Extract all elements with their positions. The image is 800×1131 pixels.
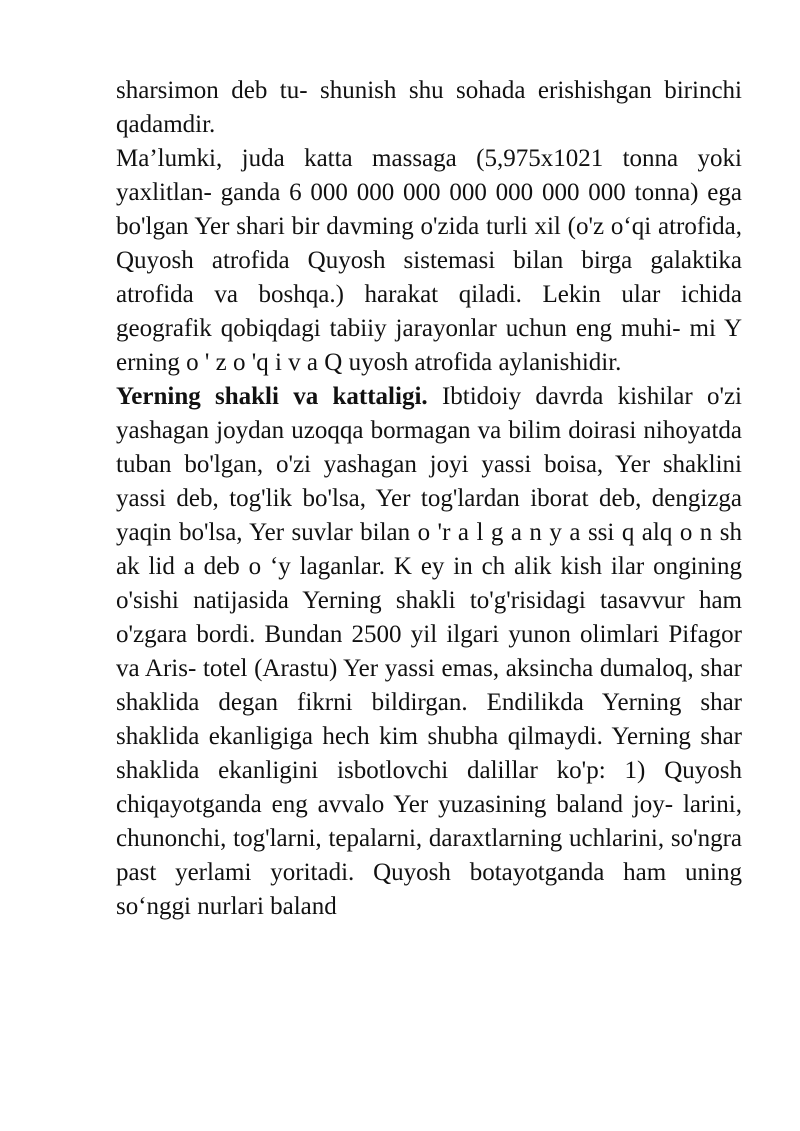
- paragraph-earth-mass-motion: [116, 142, 742, 380]
- paragraph-text: Ma’lumki, juda katta massaga (5,975x1021 tonna yoki yaxlitlan- ganda 6 000 000 000 000 000 000 000 tonna) ega bo'lgan Yer shari bir davming o'zida turli xil (o'z o‘qi atrofida, Quyosh atrofida Quyosh sistemasi bilan birga galaktika atrofida va boshqa.) harakat qiladi. Lekin ular ichida geografik qobiqdagi tabiiy jarayonlar uchun eng muhi- mi Y erning o ' z o 'q i v a Q uyosh atrofida aylanishidir.: [116, 145, 742, 376]
- paragraph-earth-shape-size: [116, 380, 742, 924]
- paragraph-intro-continuation: [116, 74, 742, 142]
- paragraph-text: Ibtidoiy davrda kishilar o'zi yashagan joydan uzoqqa bormagan va bilim doirasi nihoyatda tuban bo'lgan, o'zi yashagan joyi yassi boisa, Yer shaklini yassi deb, tog'lik bo'lsa, Yer tog'lardan iborat deb, dengizga yaqin bo'lsa, Yer suvlar bilan o 'r a l g a n y a ssi q alq o n sh ak lid a deb o ‘y laganlar. K ey in ch alik kish ilar ongining o'sishi natijasida Yerning shakli to'g'risidagi tasavvur ham o'zgara bordi. Bundan 2500 yil ilgari yunon olimlari Pifagor va Aris- totel (Arastu) Yer yassi emas, aksincha dumaloq, shar shaklida degan fikrni bildirgan. Endilikda Yerning shar shaklida ekanligiga hech kim shubha qilmaydi. Yerning shar shaklida ekanligini isbotlovchi dalillar ko'p: 1) Quyosh chiqayotganda eng avvalo Yer yuzasining baland joy- larini, chunonchi, tog'larni, tepalarni, daraxtlarning uchlarini, so'ngra past yerlami yoritadi. Quyosh botayotganda ham uning so‘nggi nurlari baland: [116, 383, 742, 920]
- document-page: [116, 74, 742, 924]
- paragraph-text: sharsimon deb tu- shunish shu sohada erishishgan birinchi qadamdir.: [116, 77, 742, 138]
- section-heading: Yerning shakli va kattaligi.: [116, 383, 428, 410]
